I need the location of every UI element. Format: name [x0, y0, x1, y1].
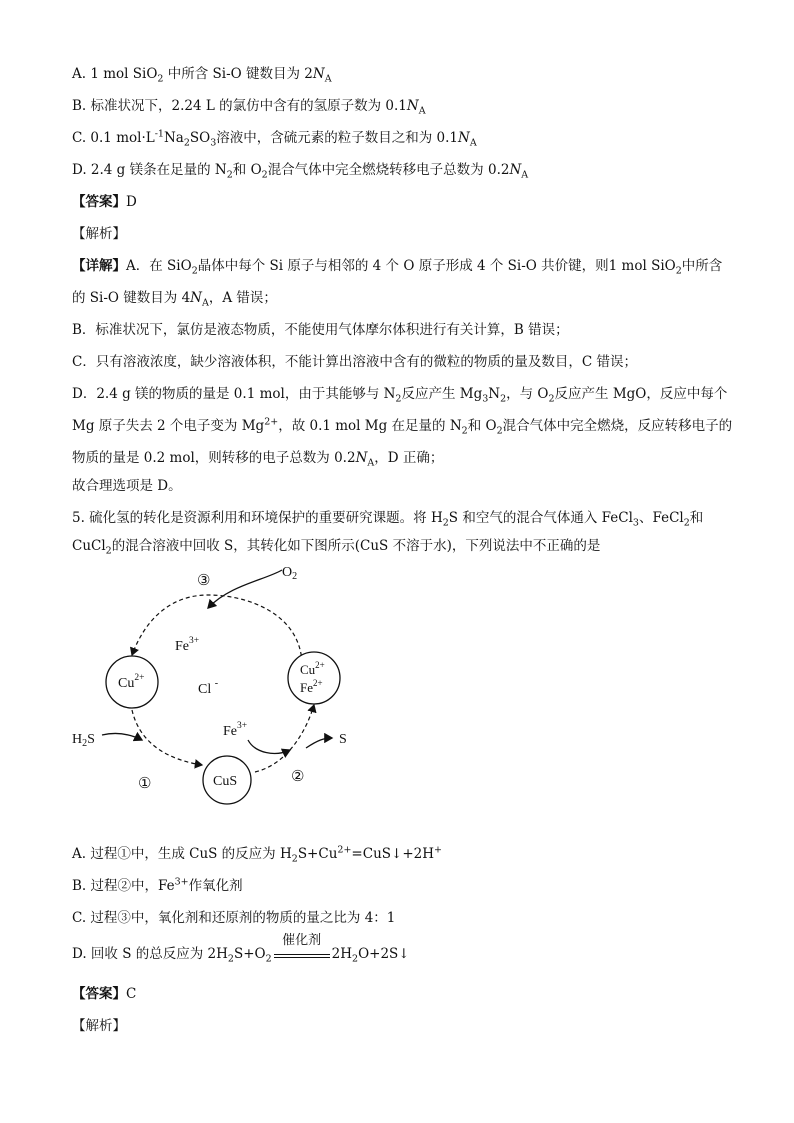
- q5-analysis-label: 【解析】: [72, 1018, 126, 1034]
- q4-option-c: C. 0.1 $mol\cdot L^{-1}Na_2SO_3$溶液中，含硫元素的粒子数目之和为 $0.1N_A$: [72, 128, 477, 149]
- s-label: S: [339, 732, 347, 747]
- answer-label: 【答案】: [72, 194, 126, 210]
- q4-detail-c: C．只有溶液浓度，缺少溶液体积，不能计算出溶液中含有的微粒的物质的量及数目，C 错误；: [72, 354, 637, 370]
- q4-detail-d2: Mg 原子失去 2 个电子变为 $Mg^{2+}$，故 0.1 mol Mg 在足量的 $N_2$和 $O_2$混合气体中完全燃烧，反应转移电子的: [72, 416, 733, 437]
- cus-label: CuS: [213, 774, 238, 789]
- q4-detail-a2: 的 Si-O 键数目为 $4N_A$，A 错误；: [72, 290, 277, 309]
- q4-answer: [72, 192, 137, 212]
- fe2-right-label: $Fe^{2+}$: [300, 678, 323, 695]
- cycle-arc-top: [132, 595, 302, 663]
- q4-analysis-label: 【解析】: [72, 226, 126, 242]
- catalyst-equals: [274, 932, 330, 965]
- q5-stem-line1: 5. 硫化氢的转化是资源利用和环境保护的重要研究课题。将 $H_2S$ 和空气的混合气体通入 FeCl$_3$、FeCl$_2$和: [72, 510, 704, 529]
- cycle-arc-left: [132, 710, 202, 765]
- q4-detail-d1: D．2.4 g 镁的物质的量是 0.1 mol，由于其能够与 $N_2$反应产生 $Mg_3N_2$，与 $O_2$反应产生 MgO，反应中每个: [72, 386, 728, 405]
- q5-stem-line2: CuCl$_2$的混合溶液中回收 S，其转化如下图所示(CuS 不溶于水)，下列说法中不正确的是: [72, 538, 601, 557]
- q5-option-b: B. 过程②中，$Fe^{3+}$作氧化剂: [72, 876, 243, 894]
- fe3-bottom-label: $Fe^{3+}$: [223, 721, 248, 739]
- q5-option-d: D. 回收 S 的总反应为 $2H_2S+O_2$ 催化剂 $2H_2O+2S↓$: [72, 932, 410, 965]
- o2-arrow: [208, 570, 282, 608]
- q4-detail-a1: 【详解】A．在 SiO$_2$晶体中每个 Si 原子与相邻的 4 个 O 原子形成 4 个 Si-O 共价键，则1 mol SiO$_2$中所含: [72, 258, 723, 277]
- s-arrow: [306, 738, 332, 748]
- cu2-left-label: $Cu^{2+}$: [118, 673, 145, 691]
- q5-answer: [72, 984, 136, 1004]
- answer-value: D: [126, 194, 137, 210]
- q5-option-a: A. 过程①中，生成 CuS 的反应为 $H_2S+Cu^{2+}=CuS↓+2H^+$: [72, 844, 442, 865]
- answer-value: C: [126, 986, 137, 1002]
- q4-option-d: D. 2.4 g 镁条在足量的 $N_2$和 $O_2$混合气体中完全燃烧转移电子总数为 $0.2N_A$: [72, 162, 529, 181]
- h2s-arrow: [102, 733, 142, 740]
- q5-option-c: C. 过程③中，氧化剂和还原剂的物质的量之比为 4：1: [72, 910, 396, 926]
- o2-label: $O_2$: [282, 565, 298, 582]
- q4-detail-d3: 物质的量是 0.2 mol，则转移的电子总数为 $0.2N_A$，D 正确；: [72, 450, 444, 469]
- fe3-top-label: $Fe^{3+}$: [175, 636, 200, 654]
- catalyst-label: 催化剂: [282, 932, 322, 948]
- step2-label: ②: [291, 769, 305, 785]
- reaction-cycle-diagram: [60, 560, 360, 805]
- fe3-arrow: [248, 740, 290, 753]
- cl-label: Cl -: [198, 678, 219, 697]
- step3-label: ③: [197, 573, 211, 589]
- cycle-arc-right: [255, 705, 314, 772]
- cu2-right-label: $Cu^{2+}$: [300, 660, 325, 677]
- h2s-label: $H_2S$: [72, 732, 95, 749]
- step1-label: ①: [138, 776, 152, 792]
- q4-option-a: A. 1 mol SiO$_2$ 中所含 Si-O 键数目为 $2N_A$: [72, 66, 332, 85]
- q4-detail-b: B．标准状况下，氯仿是液态物质，不能使用气体摩尔体积进行有关计算，B 错误；: [72, 322, 569, 338]
- q4-conclusion: 故合理选项是 D。: [72, 478, 182, 494]
- answer-label: 【答案】: [72, 986, 126, 1002]
- q4-option-b: B. 标准状况下，2.24 L 的氯仿中含有的氢原子数为 $0.1N_A$: [72, 98, 426, 117]
